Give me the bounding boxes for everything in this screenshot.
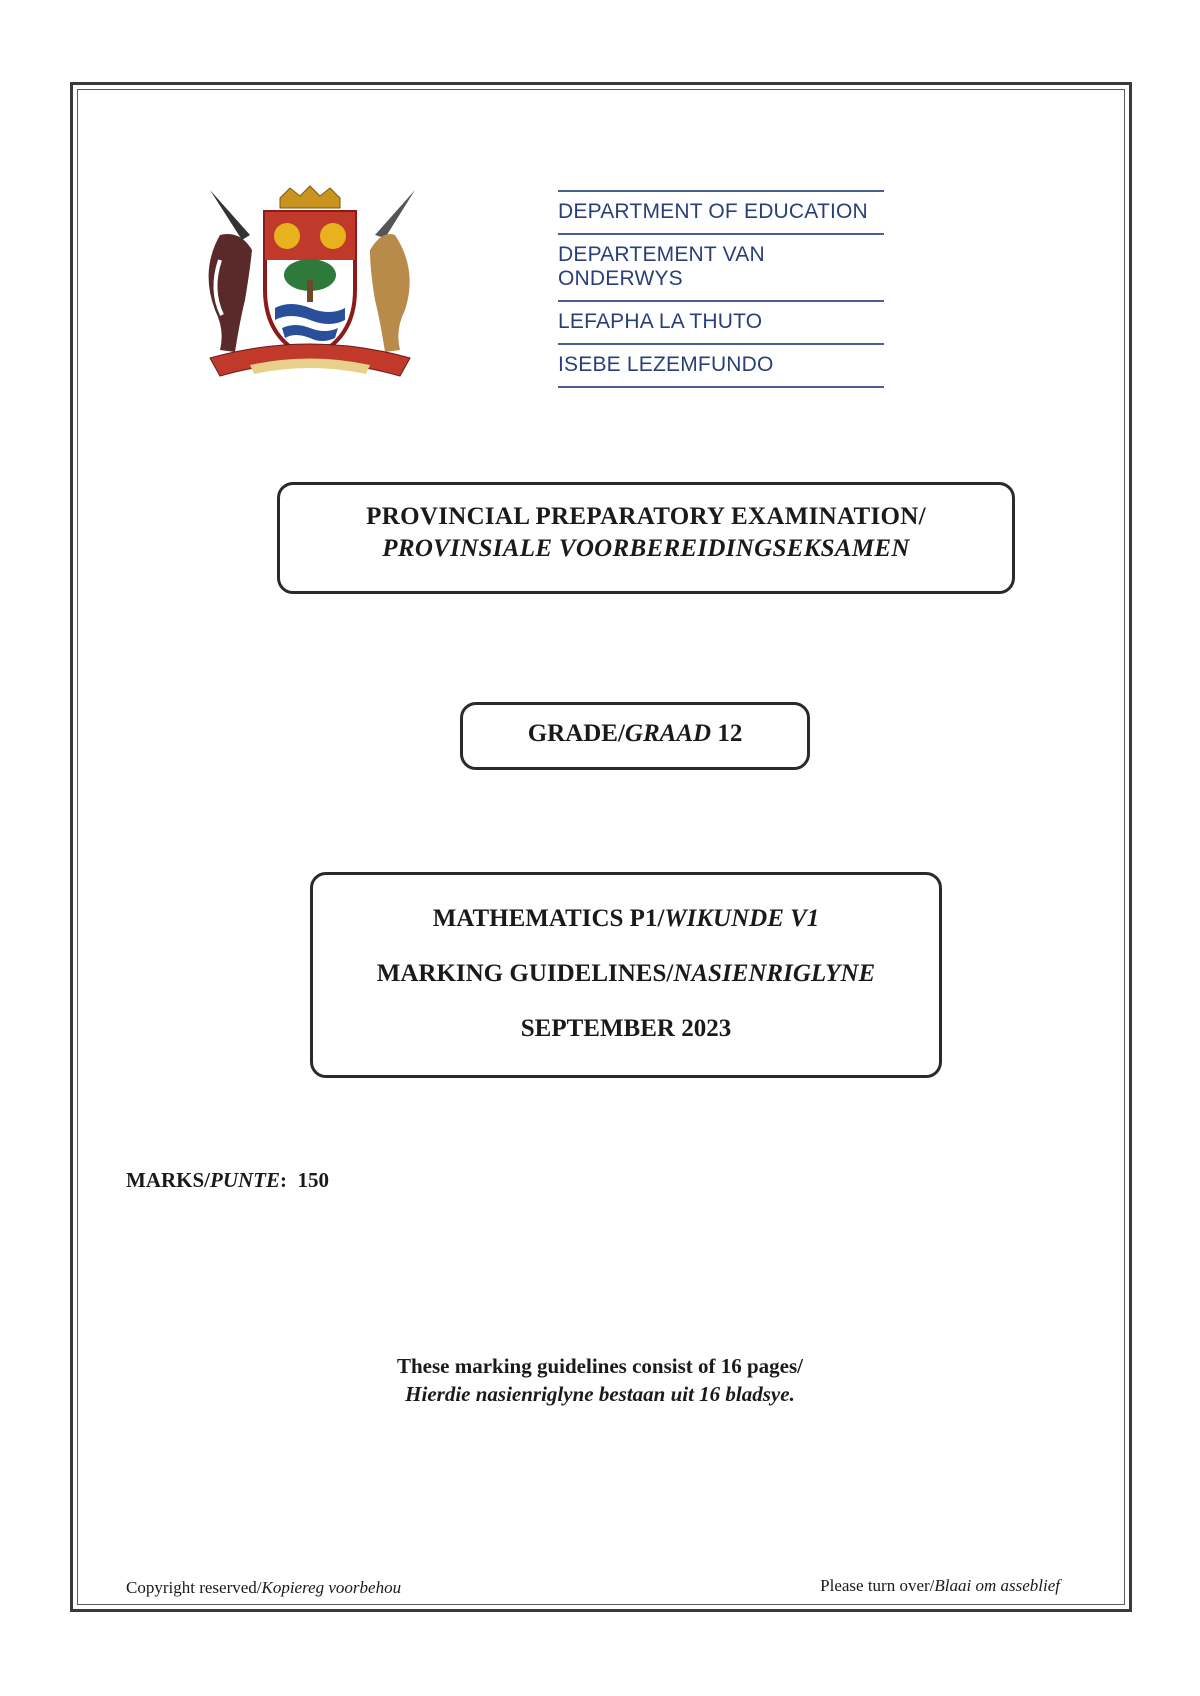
marks-label-english: MARKS/ (126, 1168, 210, 1192)
marks-colon: : (280, 1168, 287, 1192)
turn-over-afrikaans: Blaai om asseblief (934, 1576, 1060, 1595)
exam-title-english: PROVINCIAL PREPARATORY EXAMINATION/ (366, 503, 926, 530)
subject-box (310, 872, 942, 1078)
grade-label-english: GRADE/ (527, 720, 625, 747)
department-name-sesotho: LEFAPHA LA THUTO (558, 310, 763, 333)
footer-turn-over (820, 1576, 1060, 1596)
exam-title-box (277, 482, 1015, 594)
exam-date: SEPTEMBER 2023 (520, 1015, 732, 1042)
exam-title-afrikaans: PROVINSIALE VOORBEREIDINGSEKSAMEN (382, 535, 910, 562)
department-name-list (558, 190, 884, 388)
grade-label-afrikaans: GRAAD (624, 720, 712, 747)
grade-value: 12 (717, 720, 743, 747)
page-count-note (0, 1352, 1200, 1408)
guidelines-afrikaans: NASIENRIGLYNE (673, 960, 876, 987)
guidelines-english: MARKING GUIDELINES/ (376, 960, 674, 987)
subject-afrikaans: WIKUNDE V1 (664, 905, 820, 932)
department-name-xhosa: ISEBE LEZEMFUNDO (558, 353, 774, 376)
copyright-afrikaans: Kopiereg voorbehou (261, 1578, 402, 1597)
marks-label-afrikaans: PUNTE (210, 1168, 280, 1192)
total-marks (126, 1168, 329, 1193)
department-name-english: DEPARTMENT OF EDUCATION (558, 200, 868, 223)
subject-english: MATHEMATICS P1/ (432, 905, 665, 932)
divider (558, 386, 884, 388)
page-count-afrikaans: Hierdie nasienriglyne bestaan uit 16 bladsye. (405, 1382, 795, 1406)
subject-line (313, 905, 939, 933)
department-name-afrikaans: DEPARTEMENT VAN ONDERWYS (558, 243, 765, 290)
guidelines-line (313, 960, 939, 988)
footer-copyright (126, 1578, 401, 1598)
page-count-english: These marking guidelines consist of 16 pages/ (396, 1354, 804, 1378)
grade-box (460, 702, 810, 770)
copyright-english: Copyright reserved/ (126, 1578, 262, 1597)
coat-of-arms-logo (190, 180, 430, 390)
marks-value: 150 (297, 1168, 329, 1192)
turn-over-english: Please turn over/ (820, 1576, 935, 1595)
